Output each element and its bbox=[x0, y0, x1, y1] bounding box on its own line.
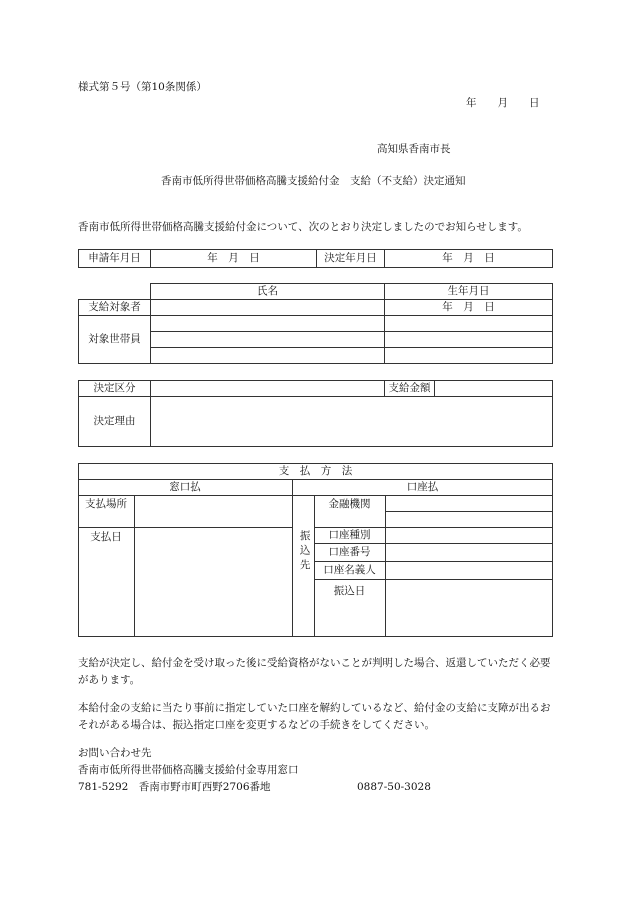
member-birth bbox=[385, 332, 553, 348]
rule-line bbox=[314, 543, 553, 544]
intro-text: 香南市低所得世帯価格高騰支援給付金について、次のとおり決定しましたのでお知らせします。 bbox=[78, 221, 528, 233]
bank-label: 金融機関 bbox=[328, 498, 371, 510]
rule-line bbox=[292, 479, 293, 637]
contact-office: 香南市低所得世帯価格高騰支援給付金専用窓口 bbox=[78, 764, 299, 776]
rule-line bbox=[385, 495, 386, 637]
transfer-date-label: 振込日 bbox=[333, 585, 366, 597]
reason-label: 決定理由 bbox=[79, 397, 151, 447]
category-label: 決定区分 bbox=[79, 381, 151, 397]
blank-cell bbox=[79, 284, 151, 300]
sender: 高知県香南市長 bbox=[377, 143, 451, 155]
holder-label: 口座名義人 bbox=[323, 564, 376, 576]
issue-date: 年 月 日 bbox=[466, 97, 540, 109]
applied-date-value: 年 月 日 bbox=[151, 250, 317, 268]
decision-table bbox=[78, 380, 553, 447]
note-account-change: 本給付金の支給に当たり事前に指定していた口座を解約しているなど、給付金の支給に支障が出るおそれがある場合は、振込指定口座を変更するなどの手続きをしてください。 bbox=[78, 702, 551, 731]
form-number: 様式第５号（第10条関係） bbox=[78, 81, 207, 93]
member-name bbox=[151, 332, 385, 348]
rule-line bbox=[134, 495, 135, 637]
rule-line bbox=[78, 479, 553, 480]
persons-table bbox=[78, 283, 553, 364]
subject-name bbox=[151, 300, 385, 316]
decided-date-value: 年 月 日 bbox=[385, 250, 553, 268]
subject-label: 支給対象者 bbox=[79, 300, 151, 316]
decided-date-label: 決定年月日 bbox=[317, 250, 385, 268]
member-birth bbox=[385, 348, 553, 364]
amount-value bbox=[435, 381, 553, 397]
rule-line bbox=[314, 579, 553, 580]
birth-header: 生年月日 bbox=[385, 284, 553, 300]
subject-birth: 年 月 日 bbox=[385, 300, 553, 316]
reason-value bbox=[151, 397, 553, 447]
transfer-label: 振込先 bbox=[298, 530, 311, 574]
category-value bbox=[151, 381, 385, 397]
rule-line bbox=[78, 527, 292, 528]
rule-line bbox=[385, 511, 553, 512]
contact-address: 781-5292 香南市野市町西野2706番地 bbox=[78, 781, 271, 793]
members-label: 対象世帯員 bbox=[79, 316, 151, 364]
rule-line bbox=[78, 495, 553, 496]
account-type-label: 口座種別 bbox=[328, 529, 371, 541]
amount-label: 支給金額 bbox=[385, 381, 435, 397]
applied-date-label: 申請年月日 bbox=[79, 250, 151, 268]
date-label: 支払日 bbox=[90, 531, 122, 543]
place-label: 支払場所 bbox=[85, 498, 127, 510]
member-birth bbox=[385, 316, 553, 332]
note-refund: 支給が決定し、給付金を受け取った後に受給資格がないことが判明した場合、返還していただく必要があります。 bbox=[78, 657, 551, 686]
member-name bbox=[151, 316, 385, 332]
payment-title: 支 払 方 法 bbox=[278, 465, 353, 477]
window-header: 窓口払 bbox=[169, 481, 201, 493]
account-number-label: 口座番号 bbox=[328, 546, 371, 558]
document-title: 香南市低所得世帯価格高騰支援給付金 支給（不支給）決定通知 bbox=[161, 175, 466, 187]
dates-table bbox=[78, 249, 553, 268]
name-header: 氏名 bbox=[151, 284, 385, 300]
contact-heading: お問い合わせ先 bbox=[78, 747, 152, 759]
contact-phone: 0887-50-3028 bbox=[357, 781, 431, 793]
rule-line bbox=[314, 527, 553, 528]
rule-line bbox=[314, 561, 553, 562]
account-header: 口座払 bbox=[406, 481, 439, 493]
member-name bbox=[151, 348, 385, 364]
